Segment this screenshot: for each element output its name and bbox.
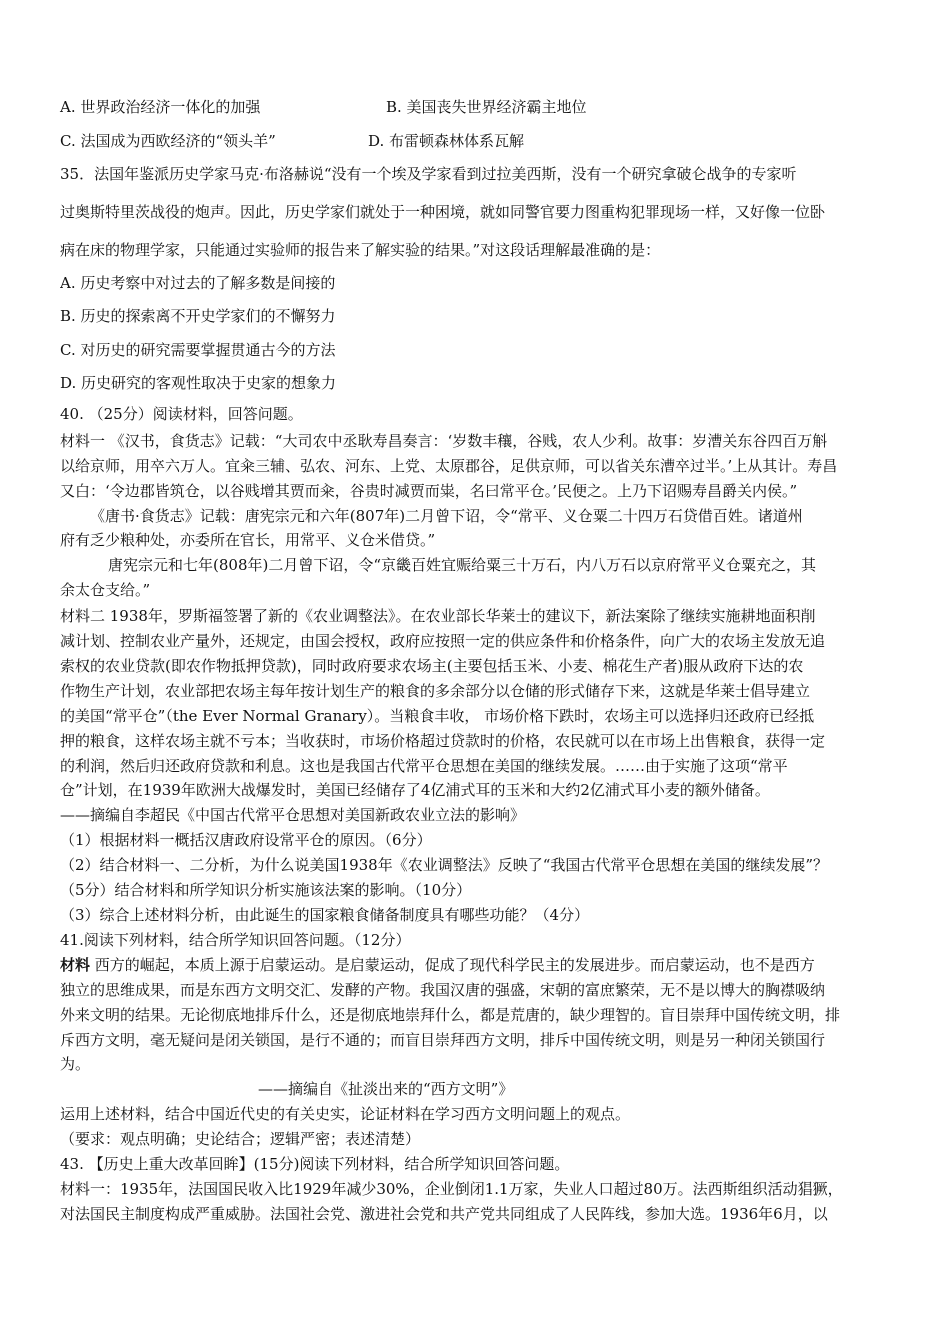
q40-source: ——摘编自李超民《中国古代常平仓思想对美国新政农业立法的影响》 [60,806,526,824]
q40-question-2: （2）结合材料一、二分析，为什么说美国1938年《农业调整法》反映了“我国古代常平仓思想在美国的继续发展”？ [60,856,829,874]
q41-header: 41.阅读下列材料，结合所学知识回答问题。（12分） [60,931,411,949]
q40-material-line: 余太仓支给。” [60,581,151,599]
q43-material-line: 材料一：1935年，法国国民收入比1929年减少30%，企业倒闭1.1万家，失业人口超过80万。法西斯组织活动猖獗， [60,1180,843,1198]
q35-option-b: B. 历史的探索离不开史学家们的不懈努力 [60,307,336,325]
q40-material-line: 唐宪宗元和七年(808年)二月曾下诏，令“京畿百姓宜赈给粟三十万石，内八万石以京府常平义仓粟充之，其 [108,556,817,574]
q35-stem-line: 过奥斯特里茨战役的炮声。因此，历史学家们就处于一种困境，就如同警官要力图重构犯罪现场一样，又好像一位卧 [60,203,826,221]
q34-option-c: C. 法国成为西欧经济的“领头羊” [60,132,276,150]
q41-task: 运用上述材料，结合中国近代史的有关史实，论证材料在学习西方文明问题上的观点。 [60,1105,631,1123]
q40-material-line: 府有乏少粮种处，亦委所在官长，用常平、义仓米借贷。” [60,531,436,549]
q41-material-line: 独立的思维成果，而是东西方文明交汇、发酵的产物。我国汉唐的强盛，宋朝的富庶繁荣，无不是以博大的胸襟吸纳 [60,981,826,999]
q40-header: 40. （25分）阅读材料，回答问题。 [60,405,303,423]
q35-option-a: A. 历史考察中对过去的了解多数是间接的 [60,274,336,292]
q40-material-line: 以给京师，用卒六万人。宜籴三辅、弘农、河东、上党、太原郡谷，足供京师，可以省关东漕卒过半。’上从其计。寿昌 [60,457,838,475]
q34-option-b: B. 美国丧失世界经济霸主地位 [386,98,587,116]
q40-material-line: 的美国“常平仓”（the Ever Normal Granary）。当粮食丰收， 市场价格下跌时，农场主可以选择归还政府已经抵 [60,707,815,725]
q41-requirements: （要求：观点明确；史论结合；逻辑严密；表述清楚） [60,1130,421,1148]
q40-material-line: 材料二 1938年，罗斯福签署了新的《农业调整法》。在农业部长华莱士的建议下，新法案除了继续实施耕地面积削 [60,607,816,625]
q34-option-d: D. 布雷顿森林体系瓦解 [368,132,525,150]
q40-question-1: （1）根据材料一概括汉唐政府设常平仓的原因。（6分） [60,831,432,849]
q40-material-line: 索权的农业贷款(即农作物抵押贷款)，同时政府要求农场主(主要包括玉米、小麦、棉花生产者)服从政府下达的农 [60,657,804,675]
q40-material-line: 《唐书·食货志》记载：唐宪宗元和六年(807年)二月曾下诏，令“常平、义仓粟二十四万石贷借百姓。诸道州 [90,507,803,525]
q41-material-line: 外来文明的结果。无论彻底地排斥什么，还是彻底地崇拜什么，都是荒唐的，缺少理智的。盲目崇拜中国传统文明，排 [60,1006,841,1024]
q40-material-line: 的利润，然后归还政府贷款和利息。这也是我国古代常平仓思想在美国的继续发展。……由于实施了这项“常平 [60,757,788,775]
q35-option-c: C. 对历史的研究需要掌握贯通古今的方法 [60,341,336,359]
q35-stem-line: 病在床的物理学家，只能通过实验师的报告来了解实验的结果。”对这段话理解最准确的是： [60,241,661,259]
q40-material-line: 仓”计划，在1939年欧洲大战爆发时，美国已经储存了4亿浦式耳的玉米和大约2亿浦式耳小麦的额外储备。 [60,781,770,799]
q40-material-line: 又白：‘令边郡皆筑仓，以谷贱增其贾而籴，谷贵时减贾而粜，名曰常平仓。’民便之。上乃下诏赐寿昌爵关内侯。” [60,482,798,500]
q43-material-line: 对法国民主制度构成严重威胁。法国社会党、激进社会党和共产党共同组成了人民阵线，参加大选。1936年6月，以 [60,1205,828,1223]
q35-option-d: D. 历史研究的客观性取决于史家的想象力 [60,374,337,392]
q40-material-line: 押的粮食，这样农场主就不亏本；当收获时，市场价格超过贷款时的价格，农民就可以在市场上出售粮食，获得一定 [60,732,826,750]
q40-question-2-cont: （5分）结合材料和所学知识分析实施该法案的影响。（10分） [60,881,472,899]
q41-material-line [60,954,900,975]
q41-material-text: 西方的崛起，本质上源于启蒙运动。是启蒙运动，促成了现代科学民主的发展进步。而启蒙运动，也不是西方 [90,956,815,974]
q41-material-line: 斥西方文明，毫无疑问是闭关锁国，是行不通的；而盲目崇拜西方文明，排斥中国传统文明，则是另一种闭关锁国行 [60,1031,826,1049]
q43-header: 43. 【历史上重大改革回眸】(15分)阅读下列材料，结合所学知识回答问题。 [60,1155,570,1173]
q41-material-line: 为。 [60,1055,91,1073]
q34-option-a: A. 世界政治经济一体化的加强 [60,98,261,116]
q41-material-label: 材料 [60,956,91,974]
q40-question-3: （3）综合上述材料分析，由此诞生的国家粮食储备制度具有哪些功能？（4分） [60,906,590,924]
q40-material-line: 作物生产计划，农业部把农场主每年按计划生产的粮食的多余部分以仓储的形式储存下来，这就是华莱士倡导建立 [60,682,811,700]
q40-material-line: 材料一 《汉书，食货志》记载：“大司农中丞耿寿昌奏言：‘岁数丰穰，谷贱，农人少利。故事：岁漕关东谷四百万斛 [60,432,828,450]
q41-source: ——摘编自《扯淡出来的“西方文明”》 [258,1080,514,1098]
q40-material-line: 减计划、控制农业产量外，还规定，由国会授权，政府应按照一定的供应条件和价格条件，向广大的农场主发放无追 [60,632,826,650]
q35-stem-line: 35．法国年鉴派历史学家马克·布洛赫说“没有一个埃及学家看到过拉美西斯，没有一个研究拿破仑战争的专家听 [60,165,797,183]
